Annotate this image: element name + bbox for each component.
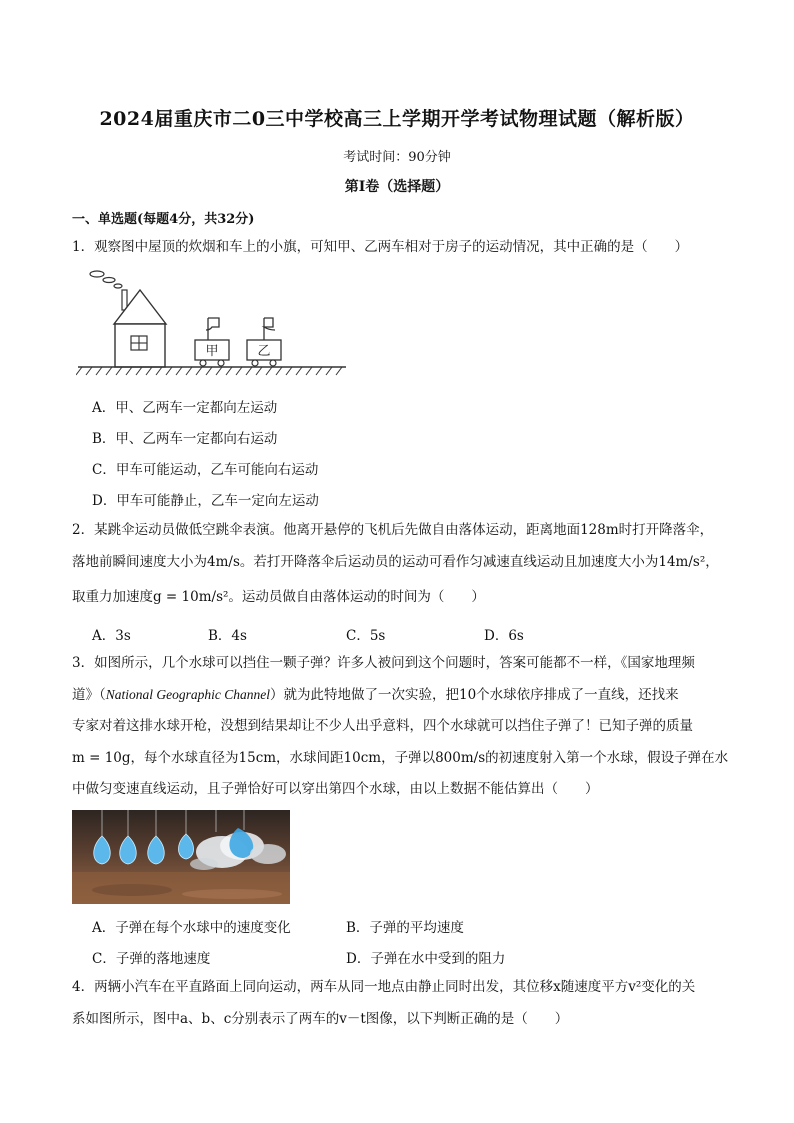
q2-line-1: 2．某跳伞运动员做低空跳伞表演。他离开悬停的飞机后先做自由落体运动，距离地面128m时打开降落伞，	[72, 522, 714, 538]
english-channel-name: National Geographic Channel	[105, 687, 270, 702]
q3-option-c: C．子弹的落地速度	[92, 951, 211, 967]
smoke-puff	[90, 271, 104, 277]
wheel	[252, 360, 258, 366]
exam-time: 考试时间：90分钟	[343, 150, 451, 165]
q1-option-c: C．甲车可能运动，乙车可能向右运动	[92, 462, 319, 478]
q1-option-b: B．甲、乙两车一定都向右运动	[92, 431, 278, 447]
q1-option-d: D．甲车可能静止，乙车一定向左运动	[92, 493, 319, 509]
part-heading: 第Ⅰ卷（选择题）	[344, 179, 450, 195]
car-a-label: 甲	[205, 344, 219, 359]
section-heading: 一、单选题(每题4分，共32分)	[72, 212, 255, 227]
wheel	[218, 360, 224, 366]
q3-option-b: B．子弹的平均速度	[346, 920, 464, 936]
wheel	[270, 360, 276, 366]
q2-line-3: 取重力加速度g = 10m/s²。运动员做自由落体运动的时间为（ ）	[72, 589, 485, 605]
q2-option-c: C．5s	[346, 628, 386, 644]
q4-line-2: 系如图所示，图中a、b、c分别表示了两车的v－t图像，以下判断正确的是（ ）	[72, 1011, 569, 1027]
house-body	[115, 324, 165, 367]
q3-line-1: 3．如图所示，几个水球可以挡住一颗子弹？许多人被问到这个问题时，答案可能都不一样，《国家地理频	[72, 655, 695, 671]
q2-option-a: A．3s	[92, 628, 131, 644]
q2-option-d: D．6s	[484, 628, 524, 644]
q3-line-5: 中做匀变速直线运动，且子弹恰好可以穿出第四个水球，由以上数据不能估算出（ ）	[72, 781, 599, 797]
paper-title: 2024届重庆市二0三中学校高三上学期开学考试物理试题（解析版）	[99, 108, 695, 130]
flag-b	[264, 318, 275, 330]
water-balloon-photo	[72, 810, 290, 904]
q1-stem: 1．观察图中屋顶的炊烟和车上的小旗，可知甲、乙两车相对于房子的运动情况，其中正确的是（ ）	[72, 239, 689, 255]
q3-line-4: m = 10g，每个水球直径为15cm，水球间距10cm，子弹以800m/s的初速度射入第一个水球，假设子弹在水	[72, 750, 729, 766]
q2-option-b: B．4s	[208, 628, 247, 644]
q3-line-2: 道》（National Geographic Channel）就为此特地做了一次实验，把10个水球依序排成了一直线，还找来	[72, 687, 679, 703]
car-b-label: 乙	[257, 344, 271, 359]
smoke-puff	[103, 278, 115, 283]
wheel	[200, 360, 206, 366]
q1-option-a: A．甲、乙两车一定都向左运动	[92, 400, 278, 416]
smoke-puff	[114, 284, 122, 288]
q1-figure	[76, 266, 351, 378]
q3-option-d: D．子弹在水中受到的阻力	[346, 951, 506, 967]
q3-line-3: 专家对着这排水球开枪，没想到结果却让不少人出乎意料，四个水球就可以挡住子弹了！已知子弹的质量	[72, 718, 693, 734]
splash	[250, 844, 286, 864]
q4-line-1: 4．两辆小汽车在平直路面上同向运动，两车从同一地点由静止同时出发，其位移x随速度平方v²变化的关	[72, 979, 696, 995]
ground-hatch	[76, 367, 342, 375]
q3-option-a: A．子弹在每个水球中的速度变化	[92, 920, 291, 936]
q2-line-2: 落地前瞬间速度大小为4m/s。若打开降落伞后运动员的运动可看作匀减速直线运动且加速度大小为14m/s²，	[72, 554, 719, 570]
